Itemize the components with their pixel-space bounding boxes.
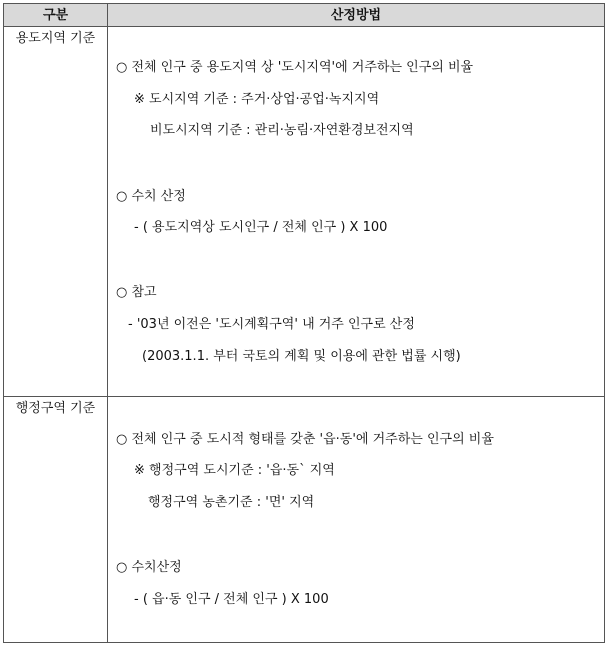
- content-line: ※ 도시지역 기준 : 주거·상업·공업·녹지지역: [134, 92, 380, 107]
- content-line: ○ 전체 인구 중 용도지역 상 '도시지역'에 거주하는 인구의 비율: [116, 60, 474, 75]
- content-line: ○ 전체 인구 중 도시적 형태를 갖춘 '읍·동'에 거주하는 인구의 비율: [116, 432, 494, 447]
- table-row: [4, 397, 605, 643]
- header-category: 구분: [4, 4, 108, 27]
- method-table: [3, 3, 605, 643]
- content-line: 비도시지역 기준 : 관리·농림·자연환경보전지역: [150, 123, 414, 138]
- row-content-land-use: [108, 27, 605, 397]
- content-line: - ( 용도지역상 도시인구 / 전체 인구 ) X 100: [134, 220, 388, 235]
- content-line: 행정구역 농촌기준 : '면' 지역: [148, 495, 315, 510]
- table-row: [4, 27, 605, 397]
- content-line: - '03년 이전은 '도시계획구역' 내 거주 인구로 산정: [128, 317, 415, 332]
- content-line: ○ 수치산정: [116, 560, 182, 575]
- content-line: ○ 수치 산정: [116, 189, 186, 204]
- content-line: - ( 읍·동 인구 / 전체 인구 ) X 100: [134, 592, 329, 607]
- row-label-land-use: 용도지역 기준: [4, 27, 108, 397]
- content-line: (2003.1.1. 부터 국토의 계획 및 이용에 관한 법률 시행): [142, 349, 461, 364]
- row-label-admin: 행정구역 기준: [4, 397, 108, 643]
- row-content-admin: [108, 397, 605, 643]
- header-method: 산정방법: [108, 4, 605, 27]
- content-line: ○ 참고: [116, 285, 157, 300]
- content-line: ※ 행정구역 도시기준 : '읍·동` 지역: [134, 463, 335, 478]
